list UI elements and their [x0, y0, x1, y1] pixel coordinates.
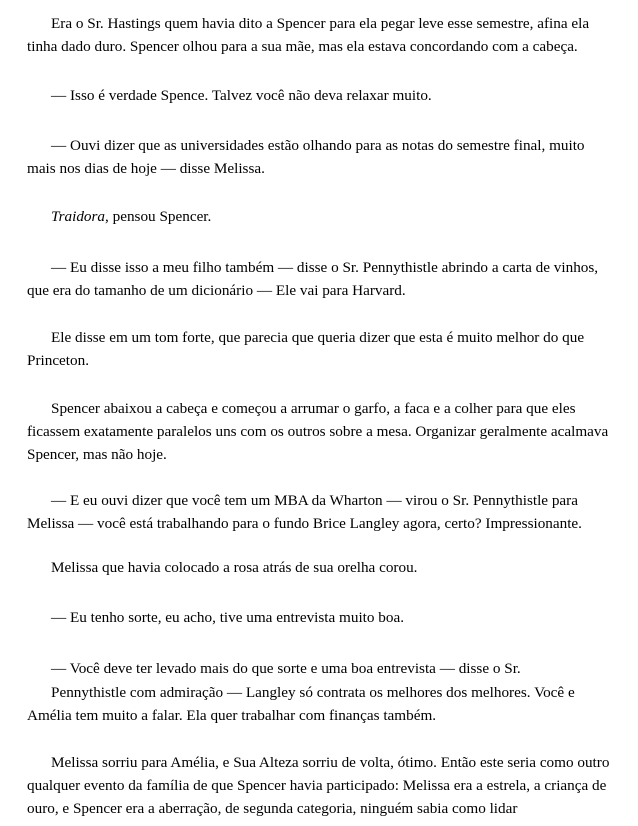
paragraph-1: Era o Sr. Hastings quem havia dito a Spencer para ela pegar leve esse semestre, afina ela tinha dado duro. Spencer olhou para a sua mãe, mas ela estava concordando com a cabeça.: [27, 15, 590, 55]
italic-word: Traidora: [51, 208, 106, 225]
paragraph-12: Pennythistle com admiração — Langley só contrata os melhores dos melhores. Você e Amélia tem muito a falar. Ela quer trabalhar com finanças também.: [27, 684, 575, 724]
paragraph-9: Melissa que havia colocado a rosa atrás de sua orelha corou.: [51, 559, 418, 576]
paragraph-11: — Você deve ter levado mais do que sorte e uma boa entrevista — disse o Sr.: [51, 660, 521, 677]
paragraph-4-text: , pensou Spencer.: [105, 208, 212, 225]
paragraph-4: [27, 205, 612, 228]
paragraph-3: — Ouvi dizer que as universidades estão olhando para as notas do semestre final, muito mais nos dias de hoje — disse Melissa.: [27, 137, 585, 177]
paragraph-6: Ele disse em um tom forte, que parecia que queria dizer que esta é muito melhor do que Princeton.: [27, 329, 585, 369]
paragraph-10: — Eu tenho sorte, eu acho, tive uma entrevista muito boa.: [51, 609, 405, 626]
paragraph-7: Spencer abaixou a cabeça e começou a arrumar o garfo, a faca e a colher para que eles ficassem exatamente paralelos uns com os outros sobre a mesa. Organizar geralmente acalmava Spencer, mas não hoje.: [27, 400, 609, 463]
paragraph-2: — Isso é verdade Spence. Talvez você não deva relaxar muito.: [51, 87, 432, 104]
paragraph-13: Melissa sorriu para Amélia, e Sua Alteza sorriu de volta, ótimo. Então este seria como outro qualquer evento da família de que Spencer havia participado: Melissa era a estrela, a criança de ouro, e Spencer era a aberração, de segunda categoria, ninguém sabia como lidar: [27, 754, 610, 817]
paragraph-8: — E eu ouvi dizer que você tem um MBA da Wharton — virou o Sr. Pennythistle para Melissa — você está trabalhando para o fundo Brice Langley agora, certo? Impressionante.: [27, 492, 582, 532]
paragraph-5: — Eu disse isso a meu filho também — disse o Sr. Pennythistle abrindo a carta de vinhos, que era do tamanho de um dicionário — Ele vai para Harvard.: [27, 259, 599, 299]
